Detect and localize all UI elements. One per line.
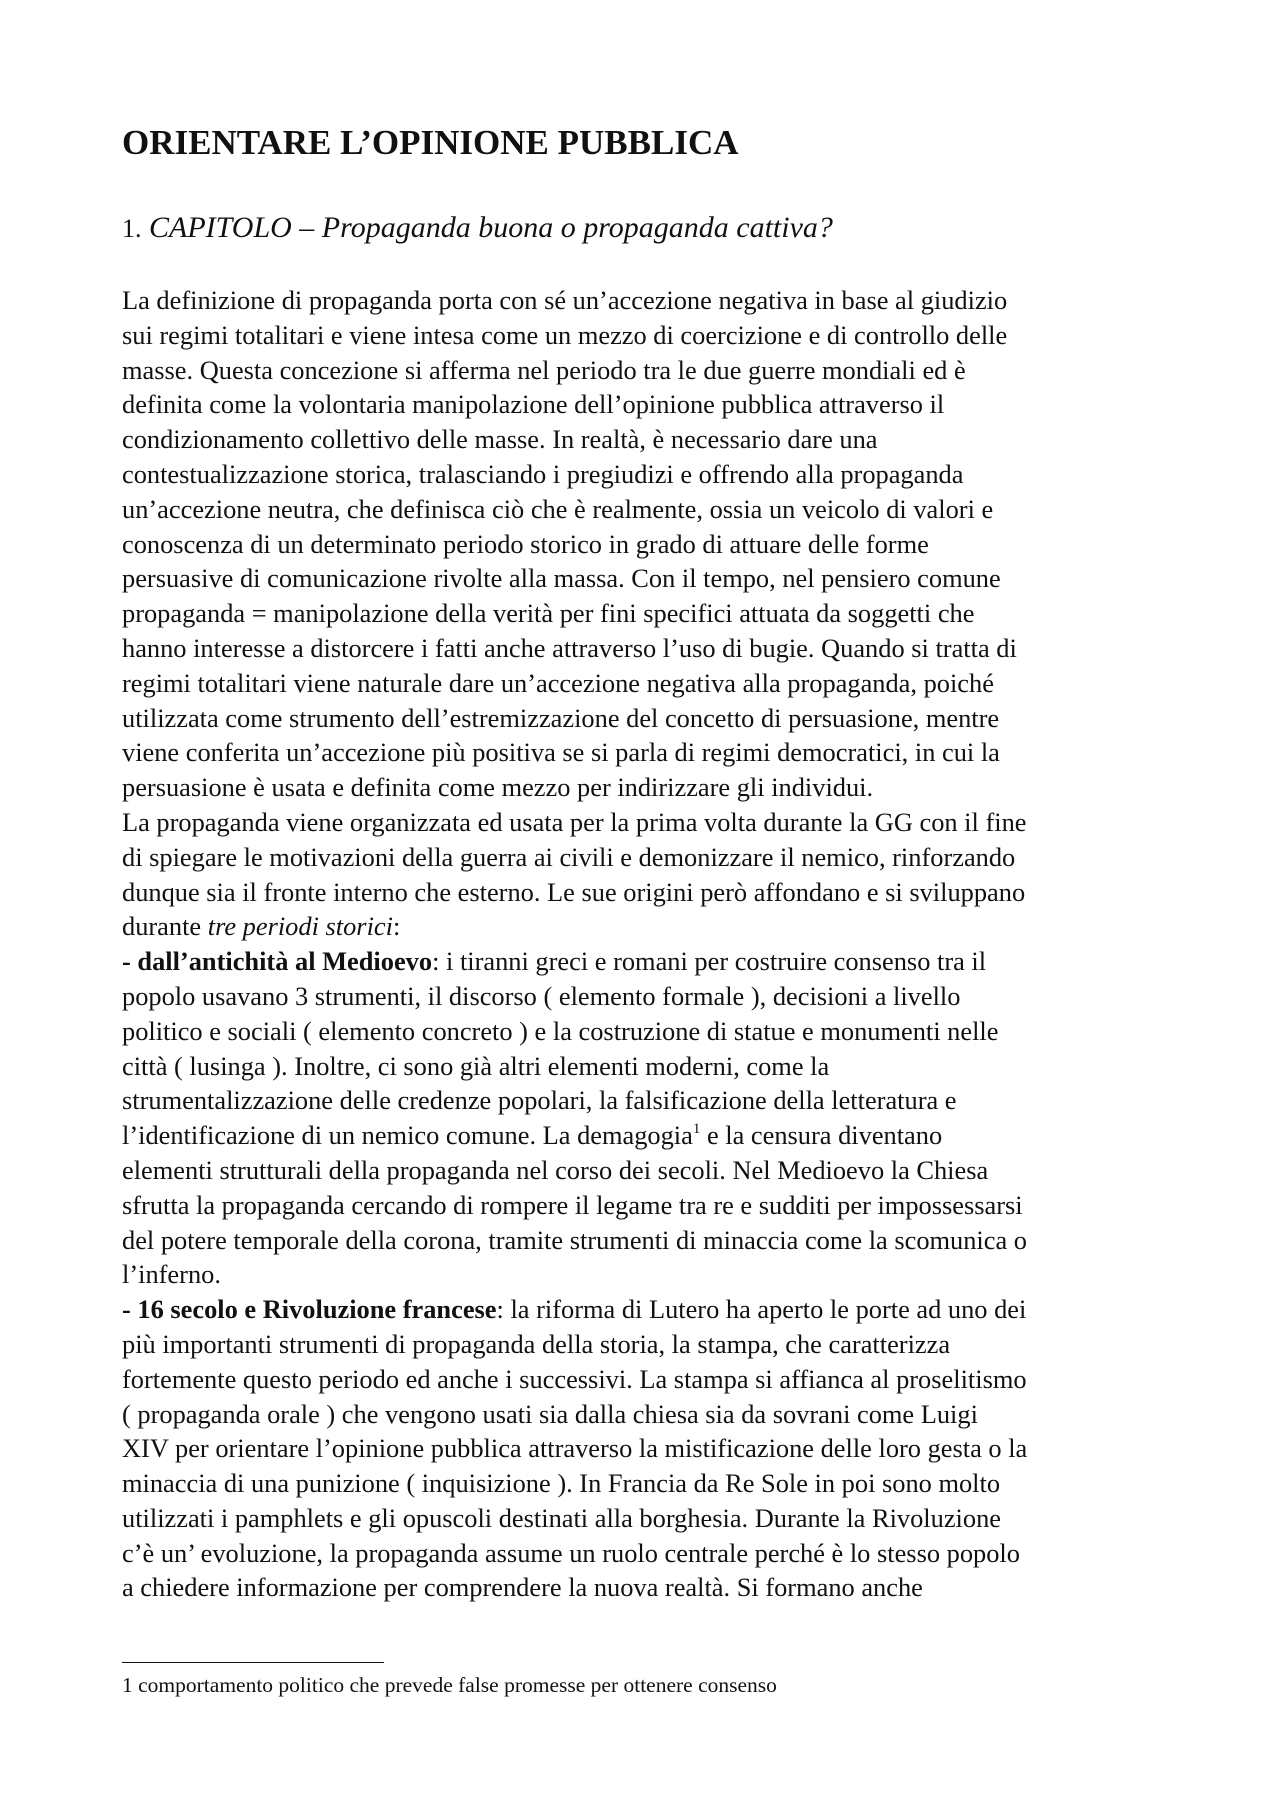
text-line: masse. Questa concezione si afferma nel periodo tra le due guerre mondiali ed è	[122, 354, 966, 385]
footnote-ref-after: e la censura diventano	[700, 1120, 943, 1151]
footnote-ref-marker[interactable]: 1	[692, 1121, 701, 1138]
period-2-first-line: : la riforma di Lutero ha aperto le porte ad uno dei	[496, 1294, 1027, 1325]
periods-suffix: :	[392, 911, 401, 942]
text-line: politico e sociali ( elemento concreto ) e la costruzione di statue e monumenti nelle	[122, 1015, 999, 1046]
period-2-dash: -	[122, 1294, 138, 1325]
period-1-lines	[122, 979, 1182, 1118]
footnote: 1 comportamento politico che prevede false promesse per ottenere consenso	[122, 1673, 777, 1697]
text-line: utilizzata come strumento dell’estremizzazione del concetto di persuasione, mentre	[122, 702, 1000, 733]
period-1-heading-line	[122, 944, 1182, 979]
text-line: di spiegare le motivazioni della guerra ai civili e demonizzare il nemico, rinforzando	[122, 841, 1016, 872]
text-line: viene conferita un’accezione più positiva se si parla di regimi democratici, in cui la	[122, 737, 1000, 768]
text-line: popolo usavano 3 strumenti, il discorso ( elemento formale ), decisioni a livello	[122, 980, 961, 1011]
text-line: città ( lusinga ). Inoltre, ci sono già altri elementi moderni, come la	[122, 1050, 830, 1081]
text-line: propaganda = manipolazione della verità per fini specifici attuata da soggetti che	[122, 598, 975, 629]
period-2-lines	[122, 1327, 1182, 1605]
period-2-label: 16 secolo e Rivoluzione francese	[137, 1294, 497, 1325]
periods-prefix: durante	[122, 911, 208, 942]
text-line: definita come la volontaria manipolazione dell’opinione pubblica attraverso il	[122, 389, 945, 420]
text-line: La definizione di propaganda porta con sé un’accezione negativa in base al giudizio	[122, 285, 1008, 315]
text-line: hanno interesse a distorcere i fatti anche attraverso l’uso di bugie. Quando si tratta di	[122, 632, 1017, 663]
text-line: ( propaganda orale ) che vengono usati sia dalla chiesa sia da sovrani come Luigi	[122, 1398, 978, 1429]
period-1-first-line: : i tiranni greci e romani per costruire consenso tra il	[432, 946, 987, 977]
footnote-ref-before: l’identificazione di un nemico comune. La demagogia	[122, 1120, 693, 1151]
text-line: sui regimi totalitari e viene intesa come un mezzo di coercizione e di controllo delle	[122, 319, 1008, 350]
chapter-heading	[122, 208, 1172, 249]
text-line: un’accezione neutra, che definisca ciò che è realmente, ossia un veicolo di valori e	[122, 493, 994, 524]
text-line: dunque sia il fronte interno che esterno. Le sue origini però affondano e si sviluppano	[122, 876, 1026, 907]
text-line: minaccia di una punizione ( inquisizione ). In Francia da Re Sole in poi sono molto	[122, 1468, 1001, 1499]
text-line: contestualizzazione storica, tralasciando i pregiudizi e offrendo alla propaganda	[122, 458, 964, 489]
intro-paragraphs	[122, 283, 1182, 909]
text-line: elementi strutturali della propaganda nel corso dei secoli. Nel Medioevo la Chiesa	[122, 1154, 989, 1185]
text-line: più importanti strumenti di propaganda della storia, la stampa, che caratterizza	[122, 1328, 951, 1359]
footnote-ref-line	[122, 1118, 1182, 1153]
text-line: c’è un’ evoluzione, la propaganda assume un ruolo centrale perché è lo stesso popolo	[122, 1537, 1020, 1568]
text-line: La propaganda viene organizzata ed usata per la prima volta durante la GG con il fine	[122, 806, 1027, 837]
text-line: del potere temporale della corona, tramite strumenti di minaccia come la scomunica o	[122, 1224, 1027, 1255]
period-2-heading-line	[122, 1292, 1182, 1327]
document-title: ORIENTARE L’OPINIONE PUBBLICA	[122, 123, 739, 162]
chapter-number: 1.	[122, 214, 142, 243]
period-1-dash: -	[122, 946, 138, 977]
text-line: persuasive di comunicazione rivolte alla massa. Con il tempo, nel pensiero comune	[122, 563, 1001, 594]
text-line: fortemente questo periodo ed anche i successivi. La stampa si affianca al proselitismo	[122, 1363, 1027, 1394]
text-line: strumentalizzazione delle credenze popolari, la falsificazione della letteratura e	[122, 1085, 957, 1116]
chapter-title: CAPITOLO – Propaganda buona o propaganda cattiva?	[149, 211, 833, 244]
text-line: persuasione è usata e definita come mezzo per indirizzare gli individui.	[122, 772, 874, 803]
text-line: utilizzati i pamphlets e gli opuscoli destinati alla borghesia. Durante la Rivoluzione	[122, 1502, 1001, 1533]
text-line	[122, 909, 1182, 944]
text-line: sfrutta la propaganda cercando di rompere il legame tra re e sudditi per impossessarsi	[122, 1189, 1023, 1220]
text-line: a chiedere informazione per comprendere la nuova realtà. Si formano anche	[122, 1572, 923, 1603]
period-1-lines-after	[122, 1153, 1182, 1292]
body-text	[122, 283, 1182, 1605]
text-line: condizionamento collettivo delle masse. In realtà, è necessario dare una	[122, 424, 878, 455]
footnote-separator	[122, 1662, 384, 1663]
text-line: conoscenza di un determinato periodo storico in grado di attuare delle forme	[122, 528, 929, 559]
text-line: regimi totalitari viene naturale dare un’accezione negativa alla propaganda, poiché	[122, 667, 994, 698]
periods-emphasis: tre periodi storici	[207, 911, 393, 942]
text-line: l’inferno.	[122, 1259, 221, 1290]
period-1-label: dall’antichità al Medioevo	[137, 946, 433, 977]
text-line: XIV per orientare l’opinione pubblica attraverso la mistificazione delle loro gesta o la	[122, 1433, 1028, 1464]
